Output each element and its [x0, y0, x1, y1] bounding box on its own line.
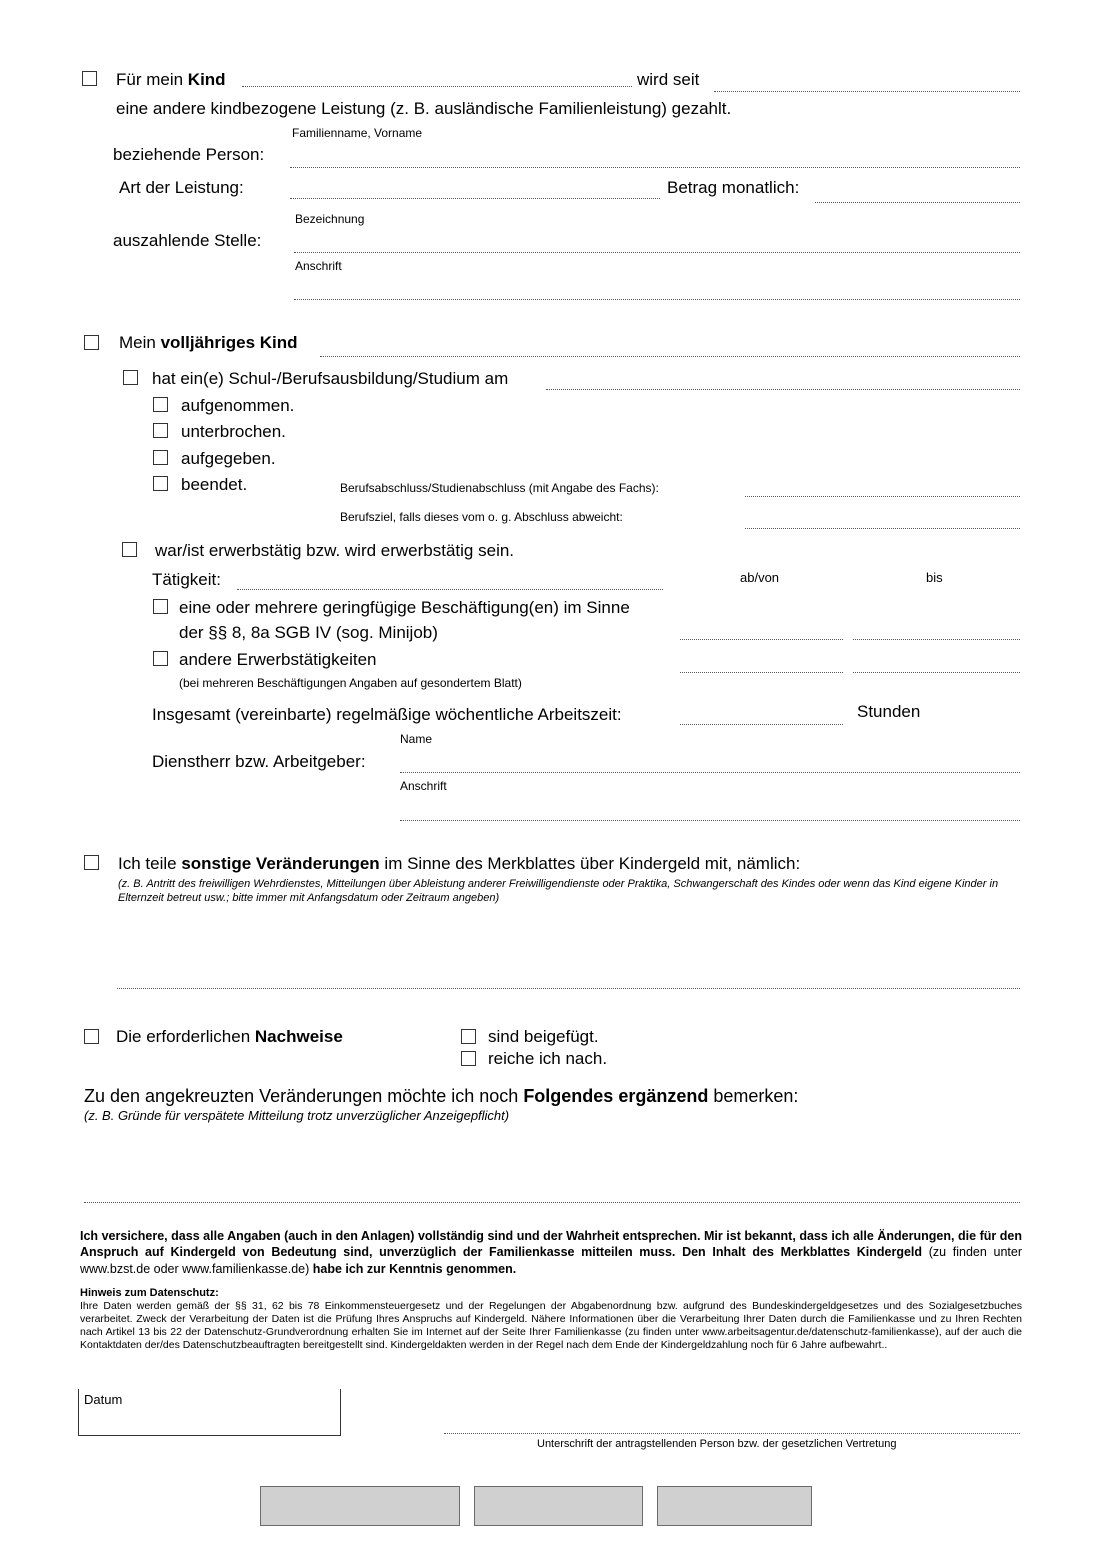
- arbeitszeit-field[interactable]: [680, 724, 843, 725]
- beigefuegt-checkbox[interactable]: [461, 1029, 476, 1044]
- ausbildung-checkbox[interactable]: [123, 370, 138, 385]
- person-label: beziehende Person:: [113, 145, 265, 164]
- datum-label: Datum: [84, 1392, 123, 1407]
- sonstige-label: Ich teile sonstige Veränderungen im Sinne des Merkblattes über Kindergeld mit, nämlich:: [118, 854, 801, 873]
- sonstige-hint: (z. B. Antritt des freiwilligen Wehrdienstes, Mitteilungen über Ableistung anderer Freiwilligendienste oder Praktika, Schwangerschaft des Kindes oder wenn das Kind eigene Kinder in Elternzeit betreut usw.; bitte immer mit Anfangsdatum oder Zeitraum angeben): [118, 878, 999, 905]
- betrag-field[interactable]: [815, 202, 1020, 203]
- erwerb-label: war/ist erwerbstätig bzw. wird erwerbstätig sein.: [155, 541, 515, 560]
- name-hint: Familienname, Vorname: [292, 126, 423, 140]
- employer-address-field[interactable]: [400, 820, 1020, 821]
- minijob-label-2: der §§ 8, 8a SGB IV (sog. Minijob): [179, 623, 438, 642]
- child-name-field[interactable]: [242, 86, 632, 87]
- minijob-from-field[interactable]: [680, 639, 843, 640]
- ausbildung-date-field[interactable]: [546, 389, 1020, 390]
- aufgenommen-checkbox[interactable]: [153, 397, 168, 412]
- dienstherr-label: Dienstherr bzw. Arbeitgeber:: [152, 752, 366, 771]
- taetigkeit-label: Tätigkeit:: [152, 570, 221, 589]
- stelle-label: auszahlende Stelle:: [113, 231, 262, 250]
- andere-label: andere Erwerbstätigkeiten: [179, 650, 377, 669]
- anschrift-hint-2: Anschrift: [400, 779, 447, 793]
- abschluss-hint: Berufsabschluss/Studienabschluss (mit Angabe des Fachs):: [340, 481, 659, 495]
- andere-hint: (bei mehreren Beschäftigungen Angaben auf gesondertem Blatt): [179, 676, 522, 690]
- minijob-to-field[interactable]: [853, 639, 1020, 640]
- adult-child-checkbox[interactable]: [84, 335, 99, 350]
- form-button-3[interactable]: [657, 1486, 812, 1526]
- declaration-text: Ich versichere, dass alle Angaben (auch in den Anlagen) vollständig sind und der Wahrheit entsprechen. Mir ist bekannt, dass ich alle Änderungen, die für den Anspruch auf Kindergeld von Bedeutung sind, unverzüglich der Familienkasse mitteilen muss. Den Inhalt des Merkblattes Kindergeld (zu finden unter www.bzst.de oder www.familienkasse.de) habe ich zur Kenntnis genommen.: [80, 1229, 1022, 1276]
- stelle-address-field[interactable]: [294, 299, 1020, 300]
- unterbrochen-label: unterbrochen.: [181, 422, 286, 441]
- bezeichnung-hint: Bezeichnung: [295, 212, 365, 226]
- stunden-label: Stunden: [857, 702, 921, 721]
- nachweise-label: Die erforderlichen Nachweise: [116, 1027, 343, 1046]
- beendet-checkbox[interactable]: [153, 476, 168, 491]
- aufgegeben-checkbox[interactable]: [153, 450, 168, 465]
- foreign-benefit-checkbox[interactable]: [82, 71, 97, 86]
- signature-caption: Unterschrift der antragstellenden Person bzw. der gesetzlichen Vertretung: [537, 1438, 897, 1450]
- betrag-label: Betrag monatlich:: [667, 178, 800, 197]
- privacy-text: Ihre Daten werden gemäß der §§ 31, 62 bis 78 Einkommensteuergesetz und der Regelungen der Abgabenordnung bzw. aufgrund des Bundeskindergeldgesetzes und des Sozialgesetzbuches verarbeitet. Zweck der Verarbeitung der Daten ist die Prüfung Ihres Anspruchs auf Kindergeld. Nähere Informationen über die Verarbeitung Ihrer Daten durch die Familienkasse und zu Ihren Rechten nach Artikel 13 bis 22 der Datenschutz-Grundverordnung erhalten Sie im Internet auf der Seite Ihrer Familienkasse (zu finden unter www.arbeitsagentur.de/datenschutz-familienkasse), auf der auch die Kontaktdaten der/des Datenschutzbeauftragten bereitgestellt sind. Kindergeldakten werden in der Regel nach dem Ende der Kindergeldzahlung noch für 6 Jahre aufbewahrt..: [80, 1300, 1022, 1352]
- taetigkeit-field[interactable]: [237, 589, 663, 590]
- sonstige-checkbox[interactable]: [84, 855, 99, 870]
- privacy-title: Hinweis zum Datenschutz:: [80, 1287, 219, 1299]
- person-field[interactable]: [290, 167, 1020, 168]
- stelle-name-field[interactable]: [294, 252, 1020, 253]
- anschrift-hint-1: Anschrift: [295, 259, 342, 273]
- art-field[interactable]: [290, 198, 660, 199]
- foreign-benefit-line1: Für mein Kind: [116, 70, 226, 89]
- minijob-label-1: eine oder mehrere geringfügige Beschäftigung(en) im Sinne: [179, 598, 630, 617]
- berufsziel-field[interactable]: [745, 528, 1020, 529]
- ergaenzend-field[interactable]: [84, 1202, 1020, 1203]
- since-date-field[interactable]: [714, 91, 1020, 92]
- erwerb-checkbox[interactable]: [122, 542, 137, 557]
- aufgegeben-label: aufgegeben.: [181, 449, 276, 468]
- andere-from-field[interactable]: [680, 672, 843, 673]
- beendet-label: beendet.: [181, 475, 248, 494]
- wird-seit-label: wird seit: [637, 70, 700, 89]
- adult-child-name-field[interactable]: [320, 356, 1020, 357]
- signature-line[interactable]: [444, 1433, 1020, 1434]
- employer-name-hint: Name: [400, 732, 433, 746]
- abschluss-field[interactable]: [745, 496, 1020, 497]
- ausbildung-label: hat ein(e) Schul-/Berufsausbildung/Studium am: [152, 369, 509, 388]
- minijob-checkbox[interactable]: [153, 599, 168, 614]
- unterbrochen-checkbox[interactable]: [153, 423, 168, 438]
- abvon-label: ab/von: [740, 570, 780, 585]
- andere-to-field[interactable]: [853, 672, 1020, 673]
- form-button-2[interactable]: [474, 1486, 643, 1526]
- berufsziel-hint: Berufsziel, falls dieses vom o. g. Abschluss abweicht:: [340, 510, 623, 524]
- arbeitszeit-label: Insgesamt (vereinbarte) regelmäßige wöchentliche Arbeitszeit:: [152, 705, 622, 724]
- ergaenzend-hint: (z. B. Gründe für verspätete Mitteilung trotz unverzüglicher Anzeigepflicht): [84, 1108, 510, 1123]
- nachreichen-label: reiche ich nach.: [488, 1049, 608, 1068]
- art-label: Art der Leistung:: [119, 178, 244, 197]
- bis-label: bis: [926, 570, 943, 585]
- andere-checkbox[interactable]: [153, 651, 168, 666]
- sonstige-field[interactable]: [117, 988, 1020, 989]
- form-button-1[interactable]: [260, 1486, 460, 1526]
- ergaenzend-label: Zu den angekreuzten Veränderungen möchte ich noch Folgendes ergänzend bemerken:: [84, 1086, 799, 1106]
- aufgenommen-label: aufgenommen.: [181, 396, 295, 415]
- adult-child-title: Mein volljähriges Kind: [119, 333, 298, 352]
- foreign-benefit-line2: eine andere kindbezogene Leistung (z. B. ausländische Familienleistung) gezahlt.: [116, 99, 732, 118]
- employer-name-field[interactable]: [400, 772, 1020, 773]
- nachreichen-checkbox[interactable]: [461, 1051, 476, 1066]
- nachweise-checkbox[interactable]: [84, 1029, 99, 1044]
- beigefuegt-label: sind beigefügt.: [488, 1027, 599, 1046]
